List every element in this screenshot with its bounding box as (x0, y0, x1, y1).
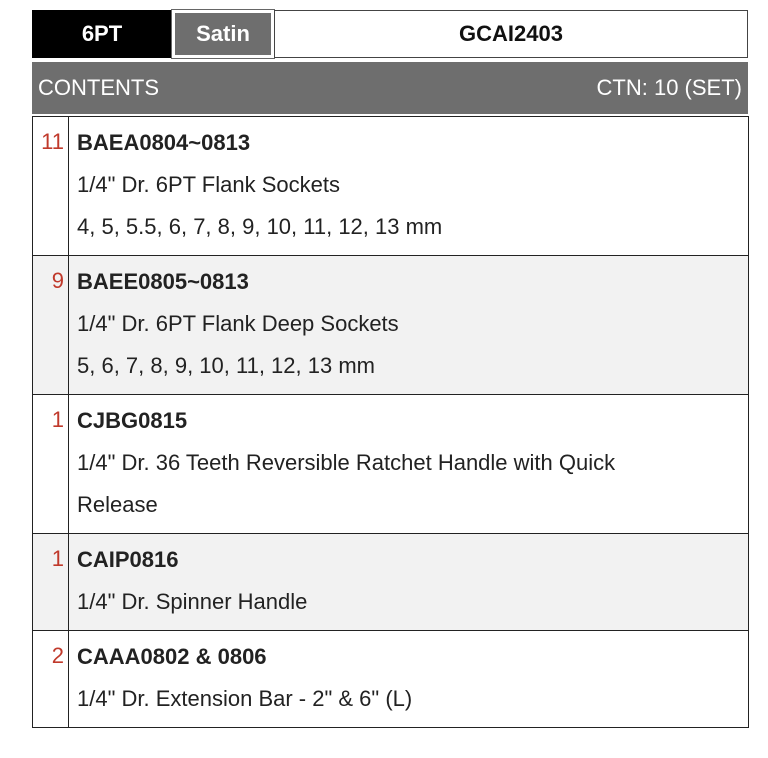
item-description: 1/4" Dr. Extension Bar - 2" & 6" (L) (77, 686, 413, 711)
contents-header (32, 62, 748, 114)
spec-tags (32, 10, 748, 58)
list-item (32, 256, 749, 395)
item-sizes: 5, 6, 7, 8, 9, 10, 11, 12, 13 mm (77, 353, 375, 378)
item-quantity: 2 (33, 631, 69, 727)
item-sizes: 4, 5, 5.5, 6, 7, 8, 9, 10, 11, 12, 13 mm (77, 214, 443, 239)
item-description: 1/4" Dr. Spinner Handle (77, 589, 308, 614)
item-body (69, 534, 748, 630)
item-quantity: 1 (33, 395, 69, 533)
item-description-cont: Release (77, 492, 158, 517)
item-body (69, 256, 748, 394)
item-body (69, 117, 748, 255)
item-code: CAAA0802 & 0806 (77, 644, 267, 669)
tag-finish: Satin (172, 10, 274, 58)
item-quantity: 9 (33, 256, 69, 394)
item-quantity: 1 (33, 534, 69, 630)
item-body (69, 631, 748, 727)
item-body (69, 395, 748, 533)
list-item (32, 395, 749, 534)
tag-drive-type: 6PT (32, 10, 172, 58)
contents-title: CONTENTS (38, 75, 159, 100)
list-item (32, 534, 749, 631)
contents-list (32, 116, 749, 728)
item-code: BAEA0804~0813 (77, 130, 251, 155)
item-code: BAEE0805~0813 (77, 269, 249, 294)
item-code: CJBG0815 (77, 408, 188, 433)
tag-set-code: GCAI2403 (274, 10, 748, 58)
item-description: 1/4" Dr. 6PT Flank Sockets (77, 172, 340, 197)
carton-quantity: CTN: 10 (SET) (596, 75, 742, 100)
item-description: 1/4" Dr. 6PT Flank Deep Sockets (77, 311, 399, 336)
item-description: 1/4" Dr. 36 Teeth Reversible Ratchet Handle with Quick (77, 450, 616, 475)
list-item (32, 116, 749, 256)
item-code: CAIP0816 (77, 547, 179, 572)
list-item (32, 631, 749, 728)
item-quantity: 11 (33, 117, 69, 255)
